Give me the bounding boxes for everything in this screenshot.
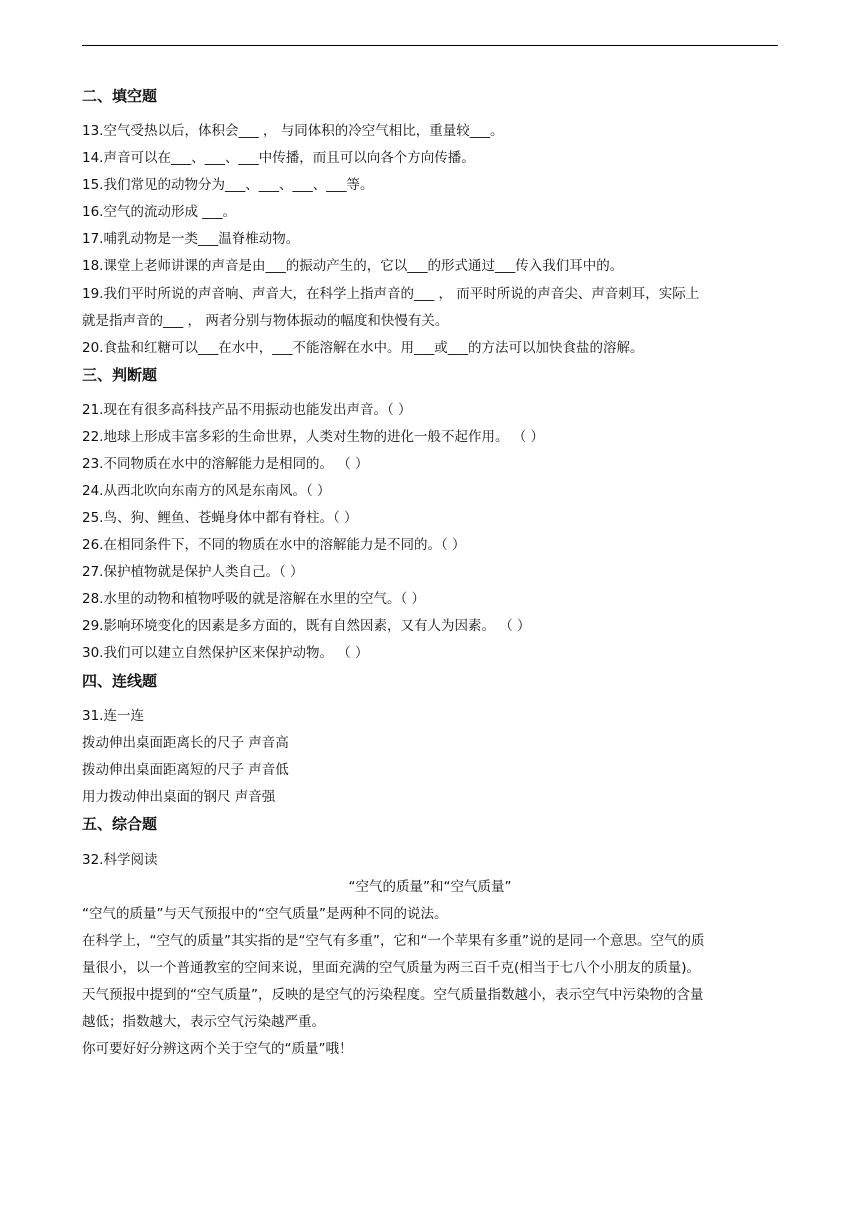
question-27: 27.保护植物就是保护人类自己。（ ） (82, 564, 304, 580)
reading-line-4: 天气预报中提到的“空气质量”，反映的是空气的污染程度。空气质量指数越小，表示空气中污染物的含量 (82, 987, 704, 1003)
question-19-line-2: 就是指声音的___ ， 两者分别与物体振动的幅度和快慢有关。 (82, 313, 449, 329)
question-16: 16.空气的流动形成 ___。 (82, 204, 237, 220)
question-21: 21.现在有很多高科技产品不用振动也能发出声音。（ ） (82, 402, 412, 418)
question-22: 22.地球上形成丰富多彩的生命世界，人类对生物的进化一般不起作用。 （ ） (82, 429, 545, 445)
reading-line-2: 在科学上，“空气的质量”其实指的是“空气有多重”，它和“一个苹果有多重”说的是同一个意思。空气的质 (82, 933, 705, 949)
question-15: 15.我们常见的动物分为___、___、___、___等。 (82, 177, 374, 193)
reading-line-1: “空气的质量”与天气预报中的“空气质量”是两种不同的说法。 (82, 906, 448, 922)
question-28: 28.水里的动物和植物呼吸的就是溶解在水里的空气。（ ） (82, 591, 426, 607)
question-31: 31.连一连 (82, 708, 144, 724)
matching-row-1: 拨动伸出桌面距离长的尺子 声音高 (82, 735, 289, 751)
matching-row-2: 拨动伸出桌面距离短的尺子 声音低 (82, 762, 289, 778)
question-13: 13.空气受热以后，体积会___ ， 与同体积的冷空气相比，重量较___。 (82, 123, 504, 139)
reading-title: “空气的质量”和“空气质量” (348, 879, 512, 895)
question-24: 24.从西北吹向东南方的风是东南风。（ ） (82, 483, 331, 499)
header-rule (82, 45, 778, 46)
section-heading-matching: 四、连线题 (82, 672, 158, 690)
reading-line-6: 你可要好好分辨这两个关于空气的“质量”哦！ (82, 1041, 353, 1057)
section-heading-comprehensive: 五、综合题 (82, 815, 158, 833)
matching-row-3: 用力拨动伸出桌面的钢尺 声音强 (82, 789, 276, 805)
question-14: 14.声音可以在___、___、___中传播，而且可以向各个方向传播。 (82, 150, 475, 166)
question-30: 30.我们可以建立自然保护区来保护动物。 （ ） (82, 645, 369, 661)
question-26: 26.在相同条件下，不同的物质在水中的溶解能力是不同的。（ ） (82, 537, 466, 553)
question-23: 23.不同物质在水中的溶解能力是相同的。 （ ） (82, 456, 369, 472)
question-32: 32.科学阅读 (82, 852, 158, 868)
reading-line-5: 越低；指数越大，表示空气污染越严重。 (82, 1014, 325, 1030)
section-heading-fill-blank: 二、填空题 (82, 87, 158, 105)
section-heading-true-false: 三、判断题 (82, 366, 158, 384)
question-25: 25.鸟、狗、鲤鱼、苍蝇身体中都有脊柱。（ ） (82, 510, 358, 526)
question-20: 20.食盐和红糖可以___在水中，___不能溶解在水中。用___或___的方法可以加快食盐的溶解。 (82, 340, 644, 356)
question-29: 29.影响环境变化的因素是多方面的，既有自然因素，又有人为因素。 （ ） (82, 618, 531, 634)
question-19-line-1: 19.我们平时所说的声音响、声音大，在科学上指声音的___ ， 而平时所说的声音尖、声音刺耳，实际上 (82, 286, 700, 302)
question-18: 18.课堂上老师讲课的声音是由___的振动产生的，它以___的形式通过___传入我们耳中的。 (82, 258, 624, 274)
question-17: 17.哺乳动物是一类___温脊椎动物。 (82, 231, 300, 247)
reading-line-3: 量很小，以一个普通教室的空间来说，里面充满的空气质量为两三百千克(相当于七八个小朋友的质量)。 (82, 960, 701, 976)
